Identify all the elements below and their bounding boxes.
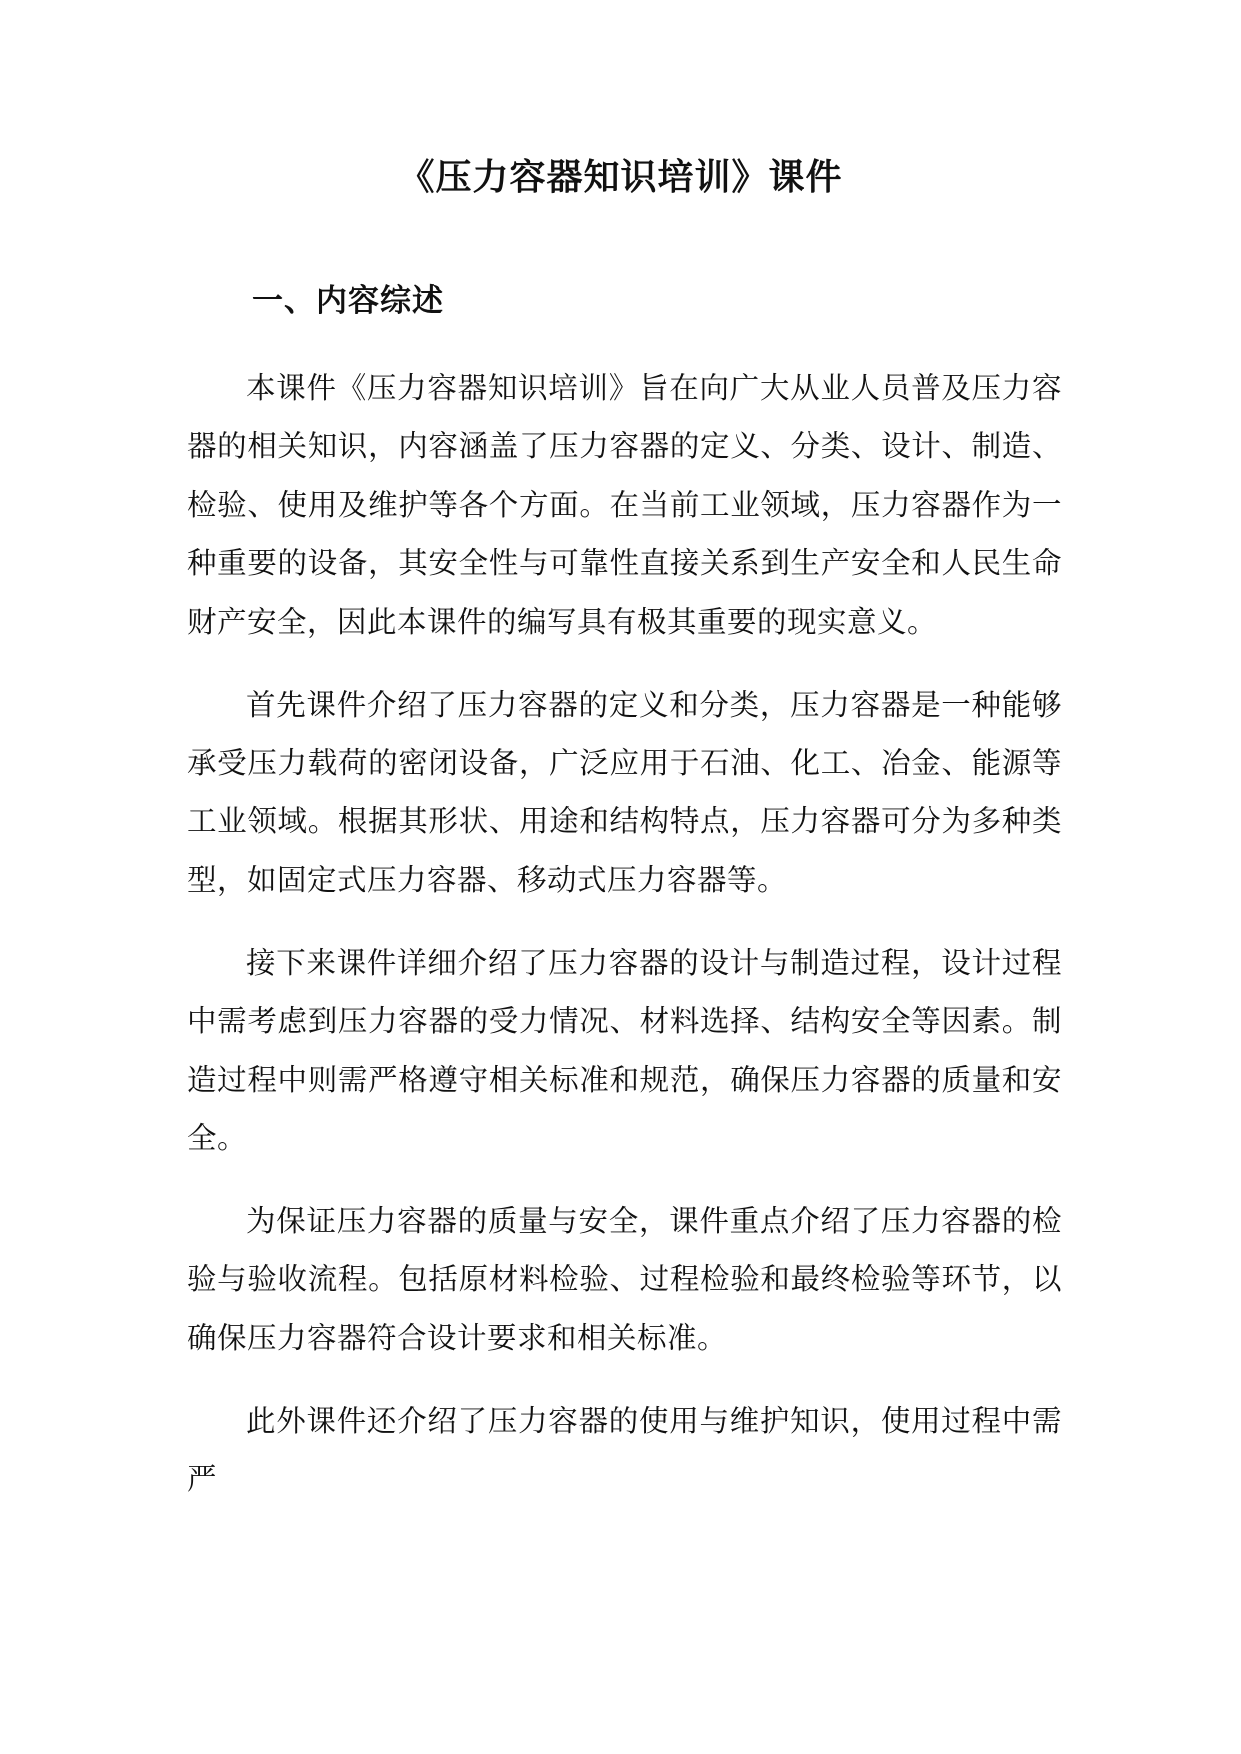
section-heading: 一、内容综述 (252, 283, 444, 319)
paragraph-inspection: 为保证压力容器的质量与安全，课件重点介绍了压力容器的检验与验收流程。包括原材料检验、过程检验和最终检验等环节，以确保压力容器符合设计要求和相关标准。 (187, 1204, 1062, 1355)
document-body (187, 359, 1062, 1533)
document-title: 《压力容器知识培训》课件 (398, 156, 843, 198)
paragraph-intro: 本课件《压力容器知识培训》旨在向广大从业人员普及压力容器的相关知识，内容涵盖了压力容器的定义、分类、设计、制造、检验、使用及维护等各个方面。在当前工业领域，压力容器作为一种重要的设备，其安全性与可靠性直接关系到生产安全和人民生命财产安全，因此本课件的编写具有极其重要的现实意义。 (187, 371, 1062, 639)
paragraph-design: 接下来课件详细介绍了压力容器的设计与制造过程，设计过程中需考虑到压力容器的受力情况、材料选择、结构安全等因素。制造过程中则需严格遵守相关标准和规范，确保压力容器的质量和安全。 (187, 945, 1062, 1156)
paragraph-maintenance: 此外课件还介绍了压力容器的使用与维护知识，使用过程中需严 (187, 1403, 1062, 1497)
paragraph-definition: 首先课件介绍了压力容器的定义和分类，压力容器是一种能够承受压力载荷的密闭设备，广泛应用于石油、化工、冶金、能源等工业领域。根据其形状、用途和结构特点，压力容器可分为多种类型，如固定式压力容器、移动式压力容器等。 (187, 687, 1062, 897)
